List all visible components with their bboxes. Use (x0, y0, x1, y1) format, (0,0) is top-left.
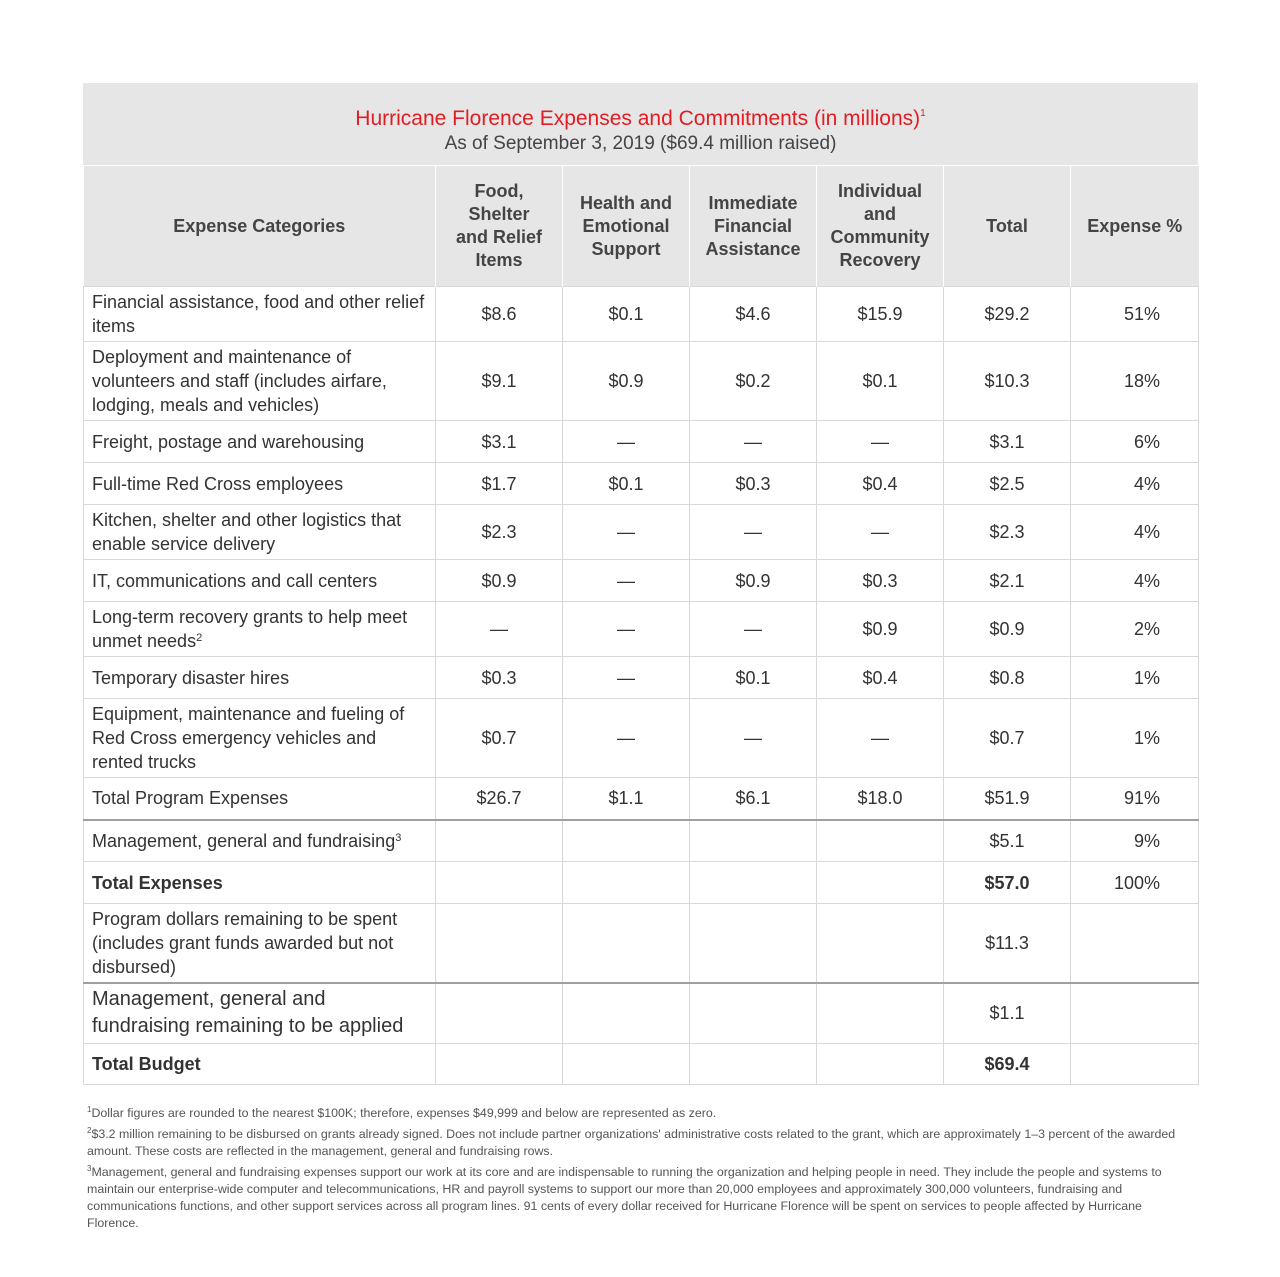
footnote-1 (87, 1105, 1187, 1122)
cell-total-text: $3.1 (989, 431, 1025, 452)
cell-recovery-text: — (871, 522, 889, 542)
row-category-text: Full-time Red Cross employees (92, 473, 344, 494)
cell-total-text: $0.7 (989, 728, 1025, 748)
cell-health-text: $0.1 (608, 473, 644, 494)
empty-cell (436, 820, 563, 862)
cell-food (436, 778, 563, 820)
cell-total (944, 463, 1071, 505)
cell-food-text: $2.3 (481, 522, 517, 542)
cell-recovery (817, 699, 944, 778)
empty-cell (690, 1044, 817, 1085)
row-category (84, 421, 436, 463)
empty-cell (436, 862, 563, 904)
summary-category (84, 904, 436, 983)
summary-category-text: Total Budget (92, 1054, 201, 1074)
cell-food-text: $3.1 (481, 431, 517, 452)
cell-financial (690, 287, 817, 342)
cell-expense-pct-text: 2% (1133, 619, 1160, 639)
footnote-text: $3.2 million remaining to be disbursed on grants already signed. Does not include partner organizations' administrative costs related to the grant, which are approximately 1–3 percent of the awarded amount. These costs are reflected in the management, general and fundraising rows. (87, 1127, 1176, 1158)
summary-category-text: Total Expenses (92, 872, 223, 893)
cell-total (944, 342, 1071, 421)
empty-cell (436, 983, 563, 1044)
row-category (84, 560, 436, 602)
cell-total-text: $10.3 (984, 371, 1030, 391)
empty-cell (817, 904, 944, 983)
summary-expense-pct (1071, 820, 1199, 862)
title-text: Hurricane Florence Expenses and Commitments (in millions) (355, 107, 921, 130)
cell-expense-pct (1071, 602, 1199, 657)
cell-total (944, 778, 1071, 820)
cell-food (436, 505, 563, 560)
row-category (84, 602, 436, 657)
summary-total (944, 983, 1071, 1044)
footnote-2 (87, 1126, 1187, 1160)
empty-cell (817, 862, 944, 904)
cell-recovery-text: $0.9 (862, 619, 898, 639)
cell-food (436, 421, 563, 463)
cell-food (436, 287, 563, 342)
header-expense-categories: Expense Categories (84, 166, 436, 287)
cell-recovery (817, 421, 944, 463)
table-header-row (84, 166, 1199, 287)
cell-food-text: — (490, 619, 508, 639)
cell-health (563, 657, 690, 699)
cell-recovery (817, 463, 944, 505)
cell-total (944, 560, 1071, 602)
cell-food-text: $0.7 (481, 728, 517, 748)
cell-recovery-text: $0.4 (862, 667, 898, 688)
cell-total-text: $2.1 (989, 570, 1025, 591)
cell-financial (690, 463, 817, 505)
cell-food (436, 699, 563, 778)
cell-financial (690, 421, 817, 463)
empty-cell (563, 820, 690, 862)
cell-food (436, 657, 563, 699)
cell-health-text: $0.1 (608, 304, 644, 324)
header-food-shelter-label: Food, Shelter and Relief Items (455, 181, 543, 270)
summary-expense-pct-text: 100% (1113, 872, 1160, 893)
empty-cell (690, 862, 817, 904)
cell-recovery (817, 657, 944, 699)
cell-expense-pct-text: 4% (1133, 473, 1160, 494)
empty-cell (817, 1044, 944, 1085)
row-category (84, 463, 436, 505)
cell-recovery-text: $0.1 (862, 371, 898, 391)
title-block (83, 83, 1198, 166)
header-immediate-financial (690, 166, 817, 287)
cell-food (436, 342, 563, 421)
cell-expense-pct (1071, 287, 1199, 342)
page-title (83, 83, 1198, 132)
summary-total (944, 904, 1071, 983)
cell-expense-pct (1071, 699, 1199, 778)
cell-financial-text: $0.2 (735, 371, 771, 391)
table-row (84, 560, 1199, 602)
cell-expense-pct-text: 51% (1123, 304, 1160, 324)
row-category (84, 699, 436, 778)
cell-financial-text: $4.6 (735, 304, 771, 324)
empty-cell (563, 904, 690, 983)
footnote-number: 3 (87, 1164, 92, 1173)
cell-total-text: $29.2 (984, 304, 1030, 324)
cell-expense-pct (1071, 657, 1199, 699)
cell-expense-pct (1071, 505, 1199, 560)
cell-total-text: $2.3 (989, 522, 1025, 542)
cell-health-text: $0.9 (608, 371, 644, 391)
empty-cell (690, 904, 817, 983)
summary-row (84, 862, 1199, 904)
cell-recovery-text: — (871, 431, 889, 452)
expense-table-container (83, 83, 1198, 1085)
cell-financial (690, 560, 817, 602)
cell-expense-pct (1071, 560, 1199, 602)
row-category-text: Kitchen, shelter and other logistics that enable service delivery (92, 510, 402, 554)
footnote-text: Management, general and fundraising expenses support our work at its core and are indispensable to running the organization and helping people in need. They include the people and systems to maintain our enterprise-wide computer and telecommunications, HR and payroll systems to support our more than 20,000 employees and approximately 300,000 volunteers, fundraising and communications functions, and other support services across all program lines. 91 cents of every dollar received for Hurricane Florence will be spent on services to people affected by Hurricane Florence. (87, 1165, 1162, 1230)
cell-financial-text: — (744, 522, 762, 542)
cell-financial (690, 505, 817, 560)
row-category-text: Deployment and maintenance of volunteers and staff (includes airfare, lodging, meals and vehicles) (92, 347, 387, 415)
summary-category-text: Management, general and fundraising remaining to be applied (92, 988, 404, 1038)
cell-financial-text: $0.3 (735, 473, 771, 494)
empty-cell (563, 1044, 690, 1085)
summary-expense-pct (1071, 904, 1199, 983)
cell-total (944, 505, 1071, 560)
summary-expense-pct (1071, 983, 1199, 1044)
header-individual-community (817, 166, 944, 287)
summary-expense-pct (1071, 862, 1199, 904)
header-total: Total (944, 166, 1071, 287)
row-category-text: Long-term recovery grants to help meet unmet needs (92, 607, 408, 651)
cell-health (563, 342, 690, 421)
cell-recovery-text: $18.0 (857, 788, 903, 809)
table-body (84, 287, 1199, 1085)
cell-health (563, 560, 690, 602)
table-row (84, 287, 1199, 342)
cell-financial (690, 699, 817, 778)
summary-category (84, 820, 436, 862)
cell-health (563, 421, 690, 463)
cell-food (436, 602, 563, 657)
empty-cell (817, 820, 944, 862)
table-row (84, 342, 1199, 421)
cell-food (436, 560, 563, 602)
cell-total-text: $0.8 (989, 667, 1025, 688)
cell-recovery (817, 602, 944, 657)
footnote-mark: 2 (196, 632, 203, 644)
summary-row (84, 1044, 1199, 1085)
cell-expense-pct (1071, 421, 1199, 463)
summary-total (944, 862, 1071, 904)
summary-category-text: Program dollars remaining to be spent (includes grant funds awarded but not disbursed) (92, 908, 398, 977)
summary-category (84, 862, 436, 904)
cell-expense-pct-text: 4% (1133, 522, 1160, 542)
table-row (84, 421, 1199, 463)
summary-category-text: Management, general and fundraising (92, 830, 396, 851)
cell-financial-text: $6.1 (735, 788, 771, 809)
cell-expense-pct (1071, 463, 1199, 505)
header-food-shelter (436, 166, 563, 287)
cell-financial-text: $0.1 (735, 667, 771, 688)
row-category-text: Financial assistance, food and other relief items (92, 292, 425, 336)
cell-health-text: $1.1 (608, 788, 644, 809)
cell-total-text: $51.9 (984, 788, 1030, 809)
cell-food-text: $0.9 (481, 570, 517, 591)
cell-health-text: — (617, 431, 635, 452)
cell-health-text: — (617, 619, 635, 639)
cell-expense-pct (1071, 778, 1199, 820)
cell-recovery-text: $0.3 (862, 570, 898, 591)
cell-recovery (817, 287, 944, 342)
summary-row (84, 904, 1199, 983)
table-row (84, 602, 1199, 657)
summary-category (84, 1044, 436, 1085)
cell-expense-pct-text: 18% (1123, 371, 1160, 391)
empty-cell (690, 820, 817, 862)
header-individual-community-label: Individual and Community Recovery (830, 181, 930, 270)
cell-total (944, 287, 1071, 342)
cell-expense-pct-text: 1% (1133, 667, 1160, 688)
summary-row (84, 820, 1199, 862)
cell-total-text: $0.9 (989, 619, 1025, 639)
cell-total (944, 657, 1071, 699)
header-expense-pct: Expense % (1071, 166, 1199, 287)
table-row (84, 778, 1199, 820)
cell-recovery-text: $15.9 (857, 304, 903, 324)
summary-expense-pct-text: 9% (1133, 830, 1160, 851)
cell-expense-pct-text: 6% (1133, 431, 1160, 452)
row-category-text: Total Program Expenses (92, 788, 289, 809)
cell-food-text: $0.3 (481, 667, 517, 688)
cell-financial (690, 657, 817, 699)
cell-total (944, 602, 1071, 657)
summary-total (944, 820, 1071, 862)
cell-health-text: — (617, 667, 635, 688)
cell-recovery-text: — (871, 728, 889, 748)
cell-recovery (817, 505, 944, 560)
summary-expense-pct (1071, 1044, 1199, 1085)
empty-cell (563, 862, 690, 904)
cell-financial-text: — (744, 619, 762, 639)
header-health-emotional-label: Health and Emotional Support (579, 192, 672, 259)
footnote-text: Dollar figures are rounded to the nearest $100K; therefore, expenses $49,999 and below are represented as zero. (91, 1106, 717, 1120)
summary-row (84, 983, 1199, 1044)
table-row (84, 463, 1199, 505)
cell-health (563, 699, 690, 778)
summary-total (944, 1044, 1071, 1085)
table-row (84, 657, 1199, 699)
summary-total-text: $57.0 (984, 872, 1030, 893)
summary-category (84, 983, 436, 1044)
empty-cell (563, 983, 690, 1044)
cell-health-text: — (617, 570, 635, 591)
header-health-emotional (563, 166, 690, 287)
footnote-number: 2 (87, 1126, 92, 1135)
row-category-text: Temporary disaster hires (92, 667, 290, 688)
row-category (84, 657, 436, 699)
footnote-mark: 3 (395, 831, 402, 844)
cell-health-text: — (617, 522, 635, 542)
cell-total-text: $2.5 (989, 473, 1025, 494)
cell-health (563, 505, 690, 560)
cell-health (563, 287, 690, 342)
cell-expense-pct-text: 1% (1133, 728, 1160, 748)
cell-food-text: $9.1 (481, 371, 517, 391)
empty-cell (436, 1044, 563, 1085)
cell-financial (690, 778, 817, 820)
cell-expense-pct-text: 4% (1133, 570, 1160, 591)
cell-food-text: $26.7 (476, 788, 522, 809)
empty-cell (690, 983, 817, 1044)
table-row (84, 699, 1199, 778)
row-category-text: Equipment, maintenance and fueling of Red Cross emergency vehicles and rented trucks (92, 704, 405, 772)
summary-total-text: $69.4 (984, 1054, 1030, 1074)
cell-financial (690, 342, 817, 421)
cell-food-text: $8.6 (481, 304, 517, 324)
cell-expense-pct (1071, 342, 1199, 421)
cell-health (563, 463, 690, 505)
footnotes (87, 1105, 1187, 1236)
cell-food-text: $1.7 (481, 473, 517, 494)
row-category (84, 778, 436, 820)
cell-health-text: — (617, 728, 635, 748)
cell-health (563, 778, 690, 820)
cell-recovery (817, 560, 944, 602)
header-immediate-financial-label: Immediate Financial Assistance (705, 192, 801, 259)
cell-recovery-text: $0.4 (862, 473, 898, 494)
row-category (84, 287, 436, 342)
cell-total (944, 699, 1071, 778)
cell-health (563, 602, 690, 657)
footnote-3 (87, 1164, 1187, 1232)
row-category-text: Freight, postage and warehousing (92, 431, 365, 452)
cell-financial-text: — (744, 431, 762, 452)
summary-total-text: $11.3 (985, 932, 1029, 953)
page-subtitle: As of September 3, 2019 ($69.4 million raised) (444, 133, 837, 154)
row-category (84, 505, 436, 560)
cell-recovery (817, 342, 944, 421)
cell-financial-text: $0.9 (735, 570, 771, 591)
empty-cell (817, 983, 944, 1044)
row-category (84, 342, 436, 421)
title-footnote-mark: 1 (920, 108, 926, 119)
row-category-text: IT, communications and call centers (92, 570, 378, 591)
cell-financial-text: — (744, 728, 762, 748)
cell-recovery (817, 778, 944, 820)
summary-total-text: $1.1 (989, 1003, 1025, 1024)
cell-expense-pct-text: 91% (1123, 788, 1160, 809)
empty-cell (436, 904, 563, 983)
table-row (84, 505, 1199, 560)
cell-financial (690, 602, 817, 657)
summary-total-text: $5.1 (989, 830, 1025, 851)
cell-food (436, 463, 563, 505)
footnote-number: 1 (87, 1105, 92, 1114)
expense-table (83, 166, 1199, 1085)
cell-total (944, 421, 1071, 463)
